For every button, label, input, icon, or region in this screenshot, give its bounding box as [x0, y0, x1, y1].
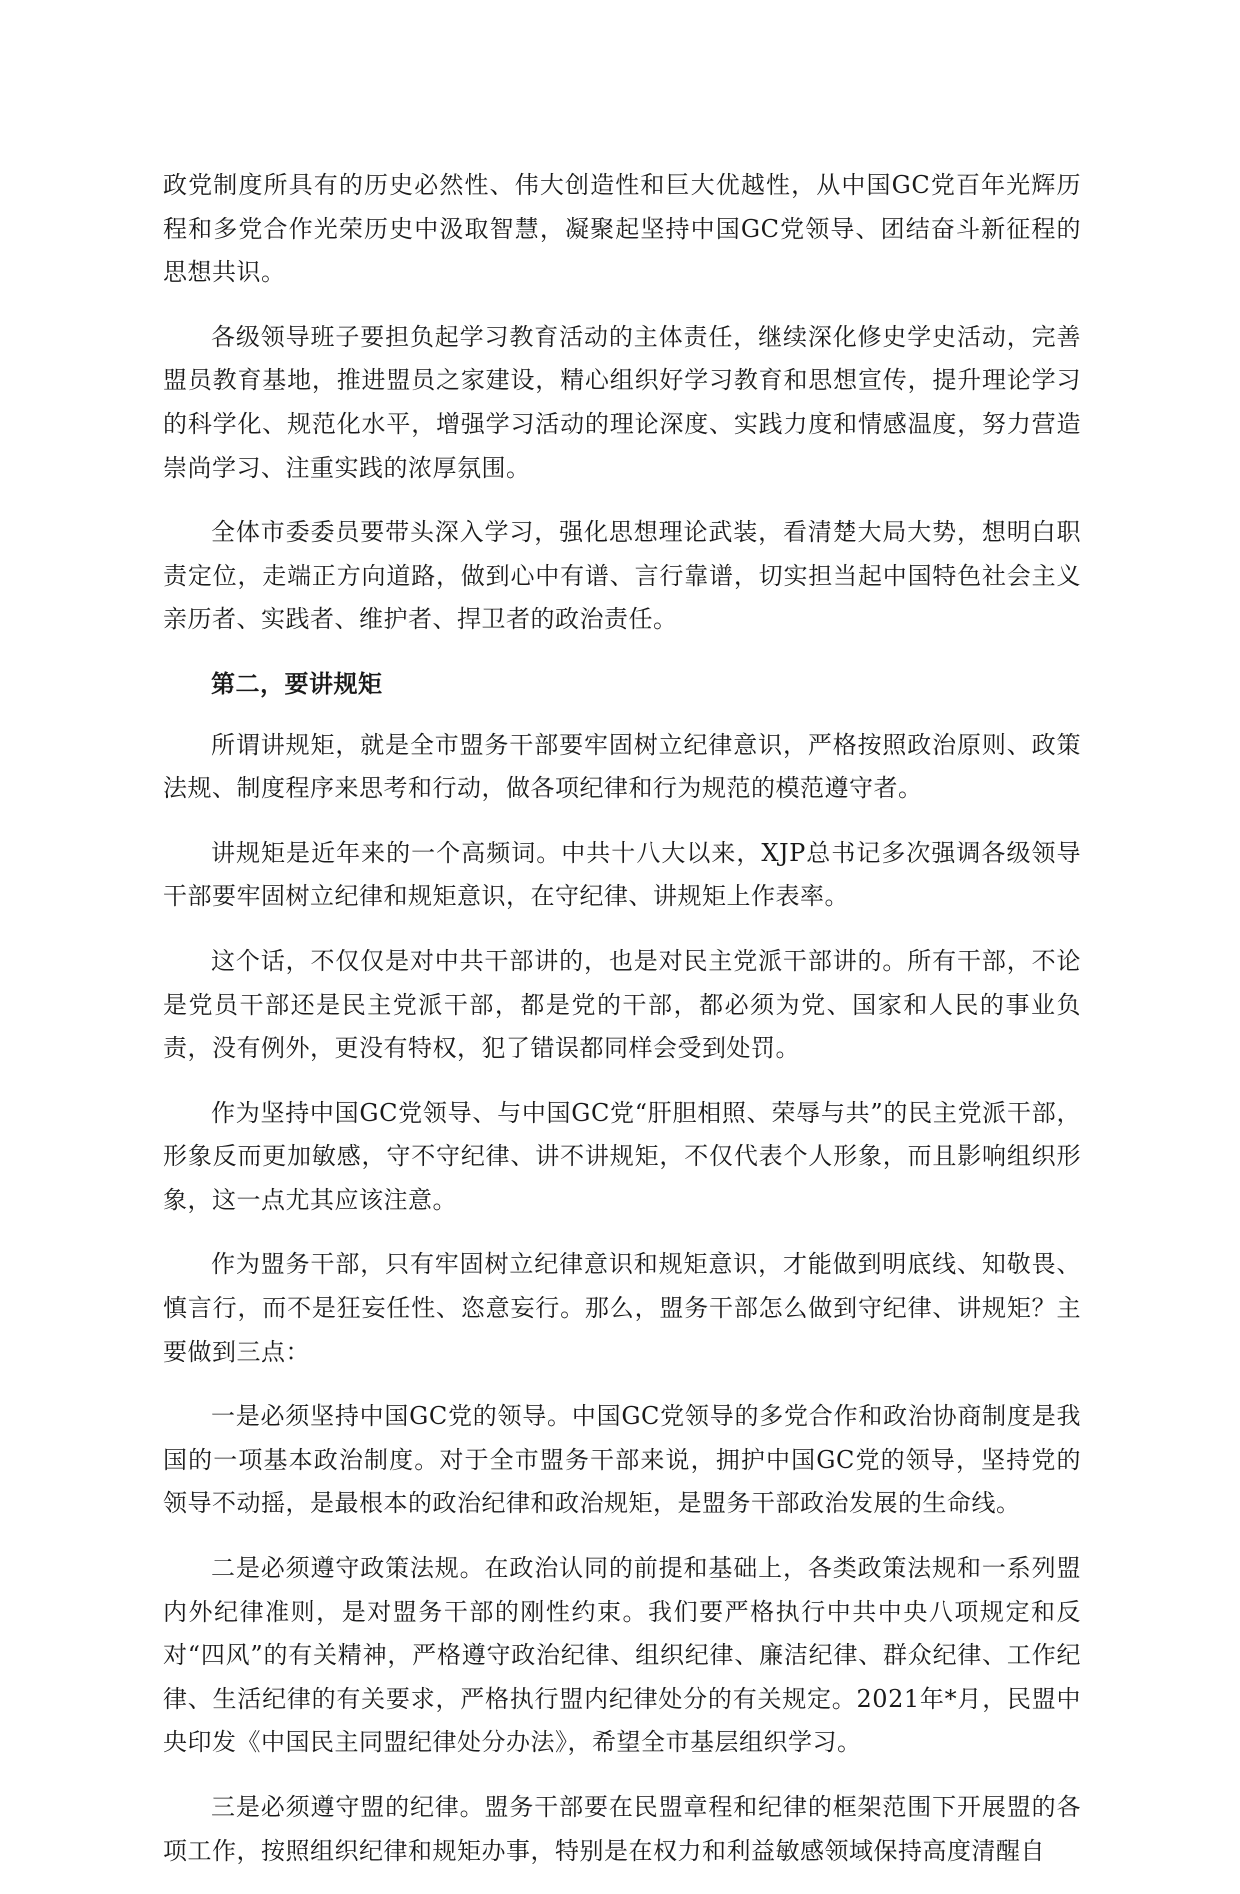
paragraph-image-sensitivity: 作为坚持中国GC党领导、与中国GC党“肝胆相照、荣辱与共”的民主党派干部，形象反而更加敏感，守不守纪律、讲不讲规矩，不仅代表个人形象，而且影响组织形象，这一点尤其应该注意。 [163, 1098, 1081, 1214]
paragraph-all-cadres: 这个话，不仅仅是对中共干部讲的，也是对民主党派干部讲的。所有干部，不论是党员干部还是民主党派干部，都是党的干部，都必须为党、国家和人民的事业负责，没有例外，更没有特权，犯了错误都同样会受到处罚。 [163, 946, 1081, 1063]
paragraph-leadership-responsibility: 各级领导班子要担负起学习教育活动的主体责任，继续深化修史学史活动，完善盟员教育基地，推进盟员之家建设，精心组织好学习教育和思想宣传，提升理论学习的科学化、规范化水平，增强学习活动的理论深度、实践力度和情感温度，努力营造崇尚学习、注重实践的浓厚氛围。 [163, 322, 1081, 482]
paragraph-high-frequency-word: 讲规矩是近年来的一个高频词。中共十八大以来，XJP总书记多次强调各级领导干部要牢固树立纪律和规矩意识，在守纪律、讲规矩上作表率。 [163, 838, 1081, 911]
paragraph-point-three: 三是必须遵守盟的纪律。盟务干部要在民盟章程和纪律的框架范围下开展盟的各项工作，按照组织纪律和规矩办事，特别是在权力和利益敏感领域保持高度清醒自 [163, 1793, 1081, 1865]
paragraph-point-one: 一是必须坚持中国GC党的领导。中国GC党领导的多党合作和政治协商制度是我国的一项基本政治制度。对于全市盟务干部来说，拥护中国GC党的领导，坚持党的领导不动摇，是最根本的政治纪律和政治规矩，是盟务干部政治发展的生命线。 [163, 1402, 1081, 1518]
section-heading: 第二，要讲规矩 [211, 669, 383, 698]
paragraph-three-points-intro: 作为盟务干部，只有牢固树立纪律意识和规矩意识，才能做到明底线、知敬畏、慎言行，而不是狂妄任性、恣意妄行。那么，盟务干部怎么做到守纪律、讲规矩？主要做到三点： [163, 1250, 1081, 1366]
paragraph-committee-members: 全体市委委员要带头深入学习，强化思想理论武装，看清楚大局大势，想明白职责定位，走端正方向道路，做到心中有谱、言行靠谱，切实担当起中国特色社会主义亲历者、实践者、维护者、捍卫者的政治责任。 [163, 518, 1081, 634]
paragraph-continued: 政党制度所具有的历史必然性、伟大创造性和巨大优越性，从中国GC党百年光辉历程和多党合作光荣历史中汲取智慧，凝聚起坚持中国GC党领导、团结奋斗新征程的思想共识。 [163, 171, 1081, 287]
paragraph-definition: 所谓讲规矩，就是全市盟务干部要牢固树立纪律意识，严格按照政治原则、政策法规、制度程序来思考和行动，做各项纪律和行为规范的模范遵守者。 [163, 730, 1081, 803]
document-page [163, 164, 1081, 1894]
paragraph-point-two: 二是必须遵守政策法规。在政治认同的前提和基础上，各类政策法规和一系列盟内外纪律准则，是对盟务干部的刚性约束。我们要严格执行中共中央八项规定和反对“四风”的有关精神，严格遵守政治纪律、组织纪律、廉洁纪律、群众纪律、工作纪律、生活纪律的有关要求，严格执行盟内纪律处分的有关规定。2021年*月，民盟中央印发《中国民主同盟纪律处分办法》，希望全市基层组织学习。 [163, 1554, 1081, 1757]
